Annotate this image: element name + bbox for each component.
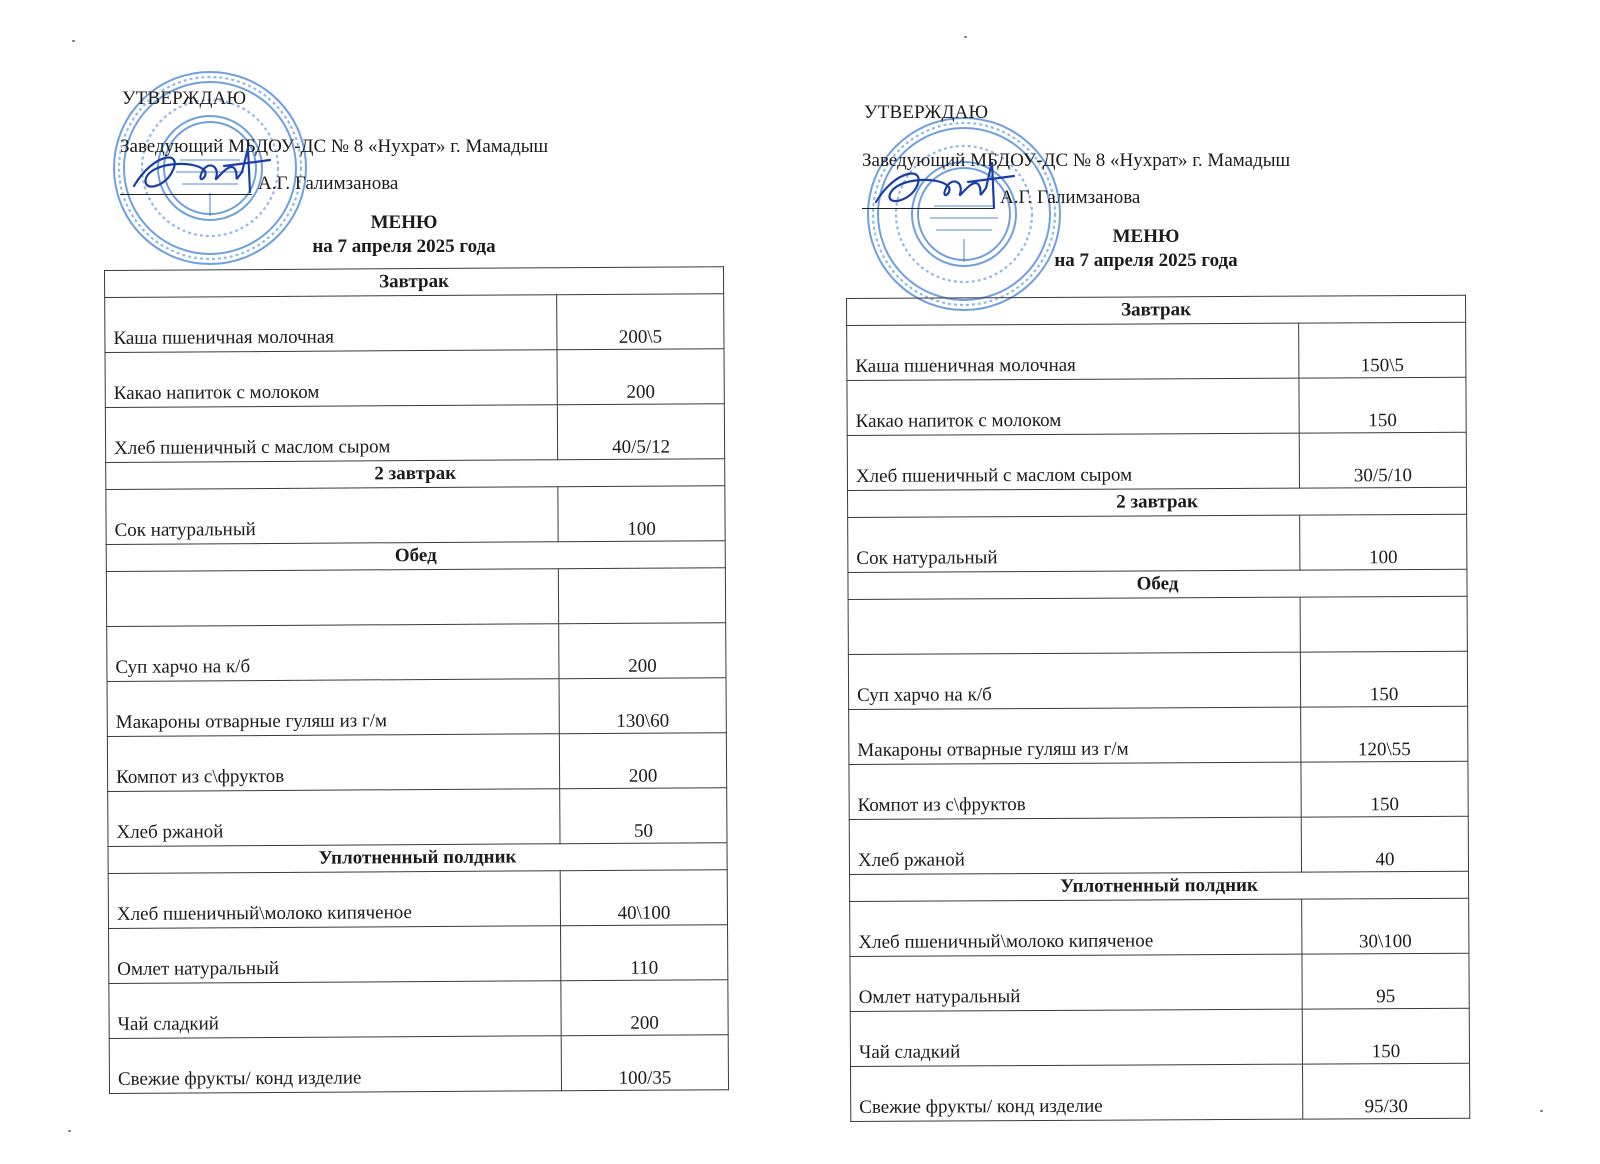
menu-item: [105, 294, 724, 353]
scan-speck: [68, 1130, 71, 1132]
scan-speck: [1540, 1110, 1543, 1112]
dish-name: Макароны отварные гуляш из г/м: [849, 707, 1301, 764]
portion-size: 100: [558, 486, 725, 542]
portion-size: 40/5/12: [557, 404, 724, 460]
dish-name: Омлет натуральный: [109, 926, 561, 984]
portion-size: [558, 568, 725, 624]
dish-name: Омлет натуральный: [850, 954, 1302, 1011]
menu-item-empty: [848, 596, 1467, 654]
section-title: Завтрак: [105, 267, 724, 298]
portion-size: 110: [561, 925, 728, 981]
dish-name: Сок натуральный: [848, 515, 1300, 572]
dish-name: Компот из с\фруктов: [849, 762, 1301, 819]
portion-size: 150: [1301, 761, 1468, 817]
dish-name: Свежие фрукты/ конд изделие: [851, 1064, 1303, 1121]
portion-size: 150\5: [1299, 322, 1466, 378]
menu-item: [108, 788, 727, 847]
dish-name: Хлеб пшеничный с маслом сыром: [105, 405, 557, 463]
menu-title: МЕНЮ: [1112, 226, 1180, 247]
menu-item-empty: [106, 568, 725, 627]
portion-size: 130\60: [559, 678, 726, 734]
dish-name: Каша пшеничная молочная: [847, 323, 1299, 380]
section-title: Обед: [848, 569, 1467, 599]
section-title: Обед: [106, 541, 725, 572]
portion-size: 30\100: [1302, 898, 1469, 954]
approval-label: УТВЕРЖДАЮ: [122, 88, 247, 109]
dish-name: Какао напиток с молоком: [105, 350, 557, 408]
dish-name: Чай сладкий: [109, 981, 561, 1039]
portion-size: 120\55: [1301, 706, 1468, 762]
section-row: [850, 871, 1469, 901]
portion-size: 100/35: [561, 1035, 728, 1091]
dish-name: Хлеб пшеничный\молоко кипяченое: [850, 899, 1302, 956]
section-row: [848, 487, 1467, 517]
menu-item: [849, 816, 1468, 874]
portion-size: 200: [559, 733, 726, 789]
signer-name: А.Г. Галимзанова: [258, 173, 399, 194]
scan-speck: [964, 36, 967, 38]
dish-name: Хлеб ржаной: [849, 817, 1301, 874]
portion-size: 100: [1300, 514, 1467, 570]
menu-sheet-right: [846, 98, 1486, 1122]
menu-item: [109, 925, 728, 984]
menu-item: [848, 514, 1467, 572]
menu-item: [109, 1035, 728, 1094]
menu-sheet-left: [104, 84, 744, 1094]
menu-item: [849, 706, 1468, 764]
portion-size: 30/5/10: [1299, 432, 1466, 488]
portion-size: 95/30: [1303, 1063, 1470, 1119]
approval-header: [846, 98, 1486, 284]
signer-name: А.Г. Галимзанова: [1000, 187, 1141, 208]
menu-item: [851, 1063, 1470, 1121]
official-seal-icon: [864, 114, 1064, 314]
menu-table: [846, 295, 1470, 1122]
approval-header: [104, 84, 744, 270]
signature-row: [120, 172, 398, 195]
portion-size: 200: [561, 980, 728, 1036]
portion-size: 50: [560, 788, 727, 844]
signature-blank: [862, 186, 994, 209]
portion-size: 150: [1299, 377, 1466, 433]
dish-name: [106, 569, 558, 627]
dish-name: Каша пшеничная молочная: [105, 295, 557, 353]
menu-item: [106, 486, 725, 545]
portion-size: 40\100: [560, 870, 727, 926]
signature-blank: [120, 172, 252, 195]
portion-size: 200: [559, 623, 726, 679]
menu-item: [108, 870, 727, 929]
menu-item: [105, 404, 724, 463]
portion-size: [1300, 596, 1467, 652]
dish-name: Хлеб ржаной: [108, 789, 560, 847]
menu-item: [850, 1008, 1469, 1066]
dish-name: Какао напиток с молоком: [847, 378, 1299, 435]
dish-name: Макароны отварные гуляш из г/м: [107, 679, 559, 737]
menu-item: [850, 953, 1469, 1011]
section-row: [847, 295, 1466, 325]
menu-item: [847, 322, 1466, 380]
portion-size: 40: [1301, 816, 1468, 872]
dish-name: Чай сладкий: [850, 1009, 1302, 1066]
section-row: [106, 459, 725, 490]
portion-size: 200\5: [557, 294, 724, 350]
section-row: [105, 267, 724, 298]
section-title: Завтрак: [847, 295, 1466, 325]
section-title: Уплотненный полдник: [850, 871, 1469, 901]
scan-speck: [72, 40, 75, 42]
menu-table: [104, 266, 729, 1094]
menu-item: [847, 377, 1466, 435]
menu-item: [105, 349, 724, 408]
portion-size: 95: [1302, 953, 1469, 1009]
portion-size: 200: [557, 349, 724, 405]
section-row: [108, 843, 727, 874]
section-title: Уплотненный полдник: [108, 843, 727, 874]
section-row: [848, 569, 1467, 599]
signature-row: [862, 186, 1140, 209]
head-position: Заведующий МБДОУ-ДС № 8 «Нухрат» г. Мамадыш: [862, 150, 1291, 171]
section-title: 2 завтрак: [848, 487, 1467, 517]
portion-size: 150: [1300, 651, 1467, 707]
menu-item: [849, 761, 1468, 819]
portion-size: 150: [1302, 1008, 1469, 1064]
dish-name: [848, 597, 1300, 654]
menu-item: [847, 432, 1466, 490]
menu-item: [107, 733, 726, 792]
menu-date: на 7 апреля 2025 года: [312, 236, 496, 257]
approval-label: УТВЕРЖДАЮ: [864, 102, 989, 123]
menu-item: [850, 898, 1469, 956]
dish-name: Свежие фрукты/ конд изделие: [109, 1036, 561, 1094]
menu-date: на 7 апреля 2025 года: [1054, 250, 1238, 271]
section-title: 2 завтрак: [106, 459, 725, 490]
dish-name: Компот из с\фруктов: [107, 734, 559, 792]
section-row: [106, 541, 725, 572]
dish-name: Хлеб пшеничный с маслом сыром: [847, 433, 1299, 490]
menu-item: [109, 980, 728, 1039]
menu-item: [848, 651, 1467, 709]
dish-name: Суп харчо на к/б: [848, 652, 1300, 709]
menu-item: [107, 623, 726, 682]
dish-name: Хлеб пшеничный\молоко кипяченое: [108, 871, 560, 929]
menu-item: [107, 678, 726, 737]
dish-name: Сок натуральный: [106, 487, 558, 545]
menu-title: МЕНЮ: [370, 212, 438, 233]
dish-name: Суп харчо на к/б: [107, 624, 559, 682]
head-position: Заведующий МБДОУ-ДС № 8 «Нухрат» г. Мамадыш: [120, 136, 549, 157]
